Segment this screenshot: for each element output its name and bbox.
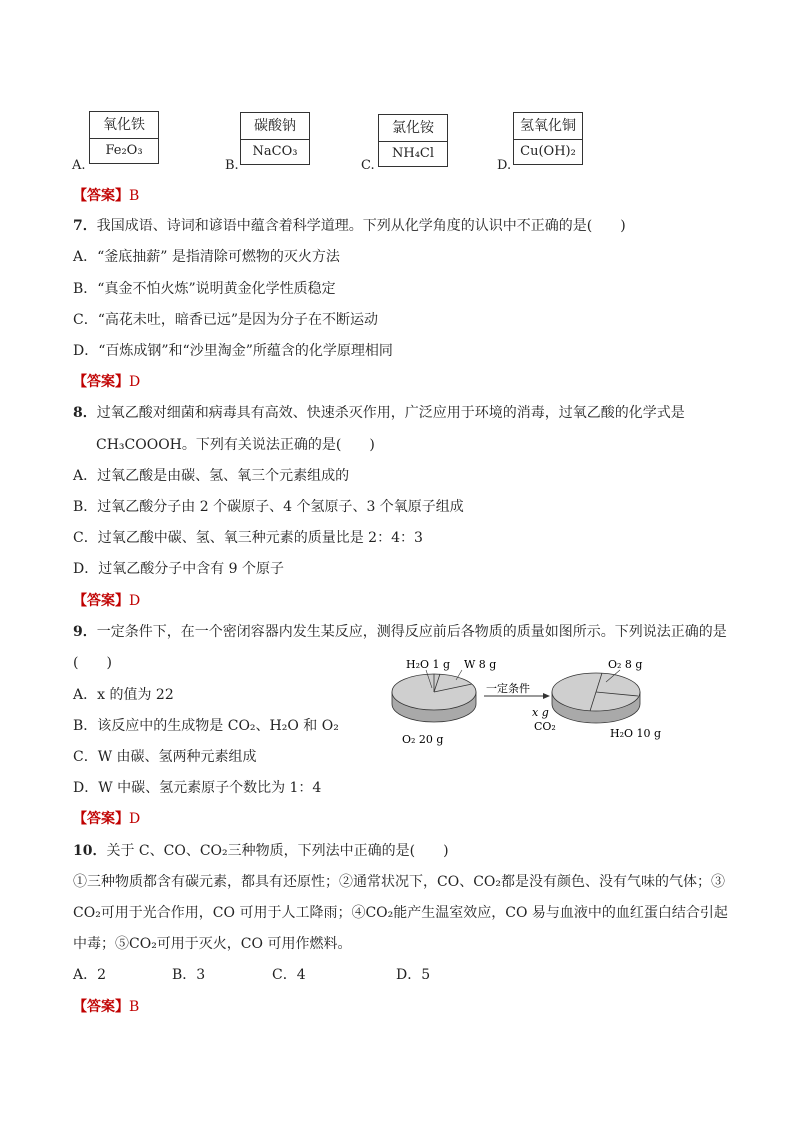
label-name: 氢氧化铜 [514, 113, 582, 140]
label-box-d [513, 112, 583, 165]
q7-option-d: D．“百炼成钢”和“沙里淘金”所蕴含的化学原理相同 [73, 343, 393, 359]
q7-option-b: B．“真金不怕火炼”说明黄金化学性质稳定 [73, 281, 336, 297]
q10-body-1: ①三种物质都含有碳元素，都具有还原性；②通常状况下，CO、CO₂都是没有颜色、没有气味的气体；③ [73, 874, 725, 890]
q9-option-c: C．W 由碳、氢两种元素组成 [73, 749, 257, 765]
label-formula: NH₄Cl [391, 146, 435, 161]
q9-option-d: D．W 中碳、氢元素原子个数比为 1：4 [73, 780, 322, 796]
q7-option-a: A．“釜底抽薪” 是指清除可燃物的灭火方法 [73, 249, 340, 265]
q8-answer: 【答案】D [73, 593, 141, 609]
q10-stem: 10．关于 C、CO、CO₂三种物质，下列法中正确的是( ) [73, 843, 449, 859]
q7-option-c: C．“高花未吐，暗香已远”是因为分子在不断运动 [73, 312, 379, 328]
after-h2o-label: H₂O 10 g [610, 727, 662, 740]
q10-body-2: CO₂可用于光合作用，CO 可用于人工降雨；④CO₂能产生温室效应，CO 易与血液中的血红蛋白结合引起 [73, 905, 728, 921]
q9-option-a: A．x 的值为 22 [73, 687, 174, 703]
option-letter: A. [72, 158, 86, 173]
q10-option-d: D．5 [396, 967, 431, 983]
label-name: 碳酸钠 [241, 113, 309, 140]
q9-figure [380, 650, 680, 750]
q8-option-c: C．过氧乙酸中碳、氢、氧三种元素的质量比是 2：4：3 [73, 530, 423, 546]
q8-stem: 8．过氧乙酸对细菌和病毒具有高效、快速杀灭作用，广泛应用于环境的消毒，过氧乙酸的化学式是 [73, 405, 685, 421]
after-o2-label: O₂ 8 g [608, 658, 643, 671]
q10-body-3: 中毒；⑤CO₂可用于灭火，CO 可用作燃料。 [73, 936, 352, 952]
q9-stem-cont: ( ) [73, 655, 112, 671]
arrow-label: 一定条件 [486, 682, 530, 695]
q10-option-a: A．2 [73, 967, 107, 983]
after-x-label: x g [532, 706, 549, 719]
before-h2o-label: H₂O 1 g [406, 658, 451, 671]
q10-answer: 【答案】B [73, 999, 140, 1015]
label-box-c [378, 114, 448, 167]
q6-answer: 【答案】B [73, 188, 140, 204]
before-disk [392, 670, 476, 722]
q10-option-b: B．3 [172, 967, 206, 983]
option-letter: C. [361, 158, 375, 173]
q7-answer: 【答案】D [73, 374, 141, 390]
label-box-b [240, 112, 310, 165]
q10-option-c: C．4 [272, 967, 306, 983]
option-letter: B. [225, 158, 239, 173]
label-box-a [89, 111, 159, 164]
q8-option-d: D．过氧乙酸分子中含有 9 个原子 [73, 561, 285, 577]
option-letter: D. [497, 158, 512, 173]
before-w-label: W 8 g [464, 658, 497, 671]
label-formula: Fe₂O₃ [105, 143, 143, 158]
q8-stem-cont: CH₃COOOH。下列有关说法正确的是( ) [96, 437, 375, 453]
q7-stem: 7．我国成语、诗词和谚语中蕴含着科学道理。下列从化学角度的认识中不正确的是( ) [73, 218, 626, 234]
q9-answer: 【答案】D [73, 811, 141, 827]
q9-stem: 9．一定条件下，在一个密闭容器内发生某反应，测得反应前后各物质的质量如图所示。下列说法正确的是 [73, 624, 727, 640]
after-co2-label: CO₂ [534, 720, 556, 733]
q8-option-a: A．过氧乙酸是由碳、氢、氧三个元素组成的 [73, 468, 350, 484]
label-formula: NaCO₃ [252, 144, 298, 159]
before-o2-label: O₂ 20 g [402, 733, 444, 746]
label-name: 氯化铵 [379, 115, 447, 142]
after-disk [552, 670, 640, 723]
q8-option-b: B．过氧乙酸分子由 2 个碳原子、4 个氢原子、3 个氧原子组成 [73, 499, 464, 515]
label-name: 氧化铁 [90, 112, 158, 139]
q9-option-b: B．该反应中的生成物是 CO₂、H₂O 和 O₂ [73, 718, 339, 734]
label-formula: Cu(OH)₂ [520, 144, 576, 159]
